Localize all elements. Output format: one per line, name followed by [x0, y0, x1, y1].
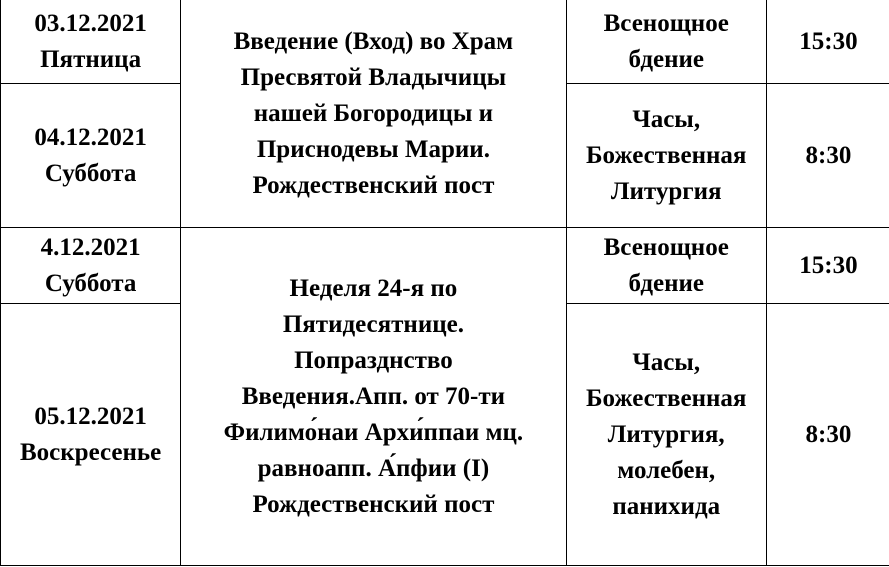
service-cell: [566, 304, 766, 566]
feast-line: Пятидесятнице.: [282, 310, 464, 338]
date-text: 03.12.2021: [34, 9, 147, 37]
service-line: Божественная: [586, 384, 747, 412]
table-row: [1, 228, 889, 304]
date-text: 04.12.2021: [34, 123, 147, 151]
service-line: бдение: [628, 45, 704, 73]
feast-line: Введение (Вход) во Храм: [233, 27, 514, 55]
date-cell: [1, 228, 181, 304]
feast-line: Филимо́наи Архи́ппаи мц.: [223, 418, 524, 446]
service-line: Часы,: [632, 105, 701, 133]
service-cell: [566, 228, 766, 304]
service-cell: [566, 0, 766, 84]
time-cell: [766, 0, 889, 84]
feast-line: Введения.Апп. от 70-ти: [241, 382, 506, 410]
date-cell: [1, 304, 181, 566]
feast-line: Пресвятой Владычицы: [240, 63, 507, 91]
weekday-text: Пятница: [40, 45, 142, 73]
feast-line: Рождественский пост: [252, 490, 495, 518]
service-line: Всенощное: [603, 9, 729, 37]
service-line: Всенощное: [603, 233, 729, 261]
service-line: панихида: [612, 492, 721, 520]
date-text: 05.12.2021: [34, 402, 147, 430]
weekday-text: Суббота: [44, 159, 137, 187]
service-line: бдение: [628, 269, 704, 297]
weekday-text: Воскресенье: [19, 438, 162, 466]
date-cell: [1, 84, 181, 228]
service-line: Литургия: [610, 177, 722, 205]
feast-line: Неделя 24-я по: [289, 274, 458, 302]
time-cell: [766, 304, 889, 566]
time-text: 8:30: [805, 141, 852, 169]
time-text: 15:30: [799, 251, 858, 279]
time-text: 8:30: [805, 420, 852, 448]
time-text: 15:30: [799, 27, 858, 55]
service-cell: [566, 84, 766, 228]
feast-line: равноапп. А́пфии (I): [257, 454, 490, 482]
feast-cell: [181, 0, 566, 228]
service-line: молебен,: [617, 456, 716, 484]
feast-line: нашей Богородицы и: [253, 99, 494, 127]
weekday-text: Суббота: [44, 269, 137, 297]
service-line: Часы,: [632, 348, 701, 376]
feast-cell: [181, 228, 566, 566]
time-cell: [766, 228, 889, 304]
table-row: [1, 0, 889, 84]
feast-line: Приснодевы Марии.: [256, 135, 490, 163]
service-line: Литургия,: [607, 420, 725, 448]
date-cell: [1, 0, 181, 84]
date-text: 4.12.2021: [40, 233, 141, 261]
feast-line: Рождественский пост: [252, 171, 495, 199]
time-cell: [766, 84, 889, 228]
feast-line: Попразднство: [294, 346, 453, 374]
service-line: Божественная: [586, 141, 747, 169]
